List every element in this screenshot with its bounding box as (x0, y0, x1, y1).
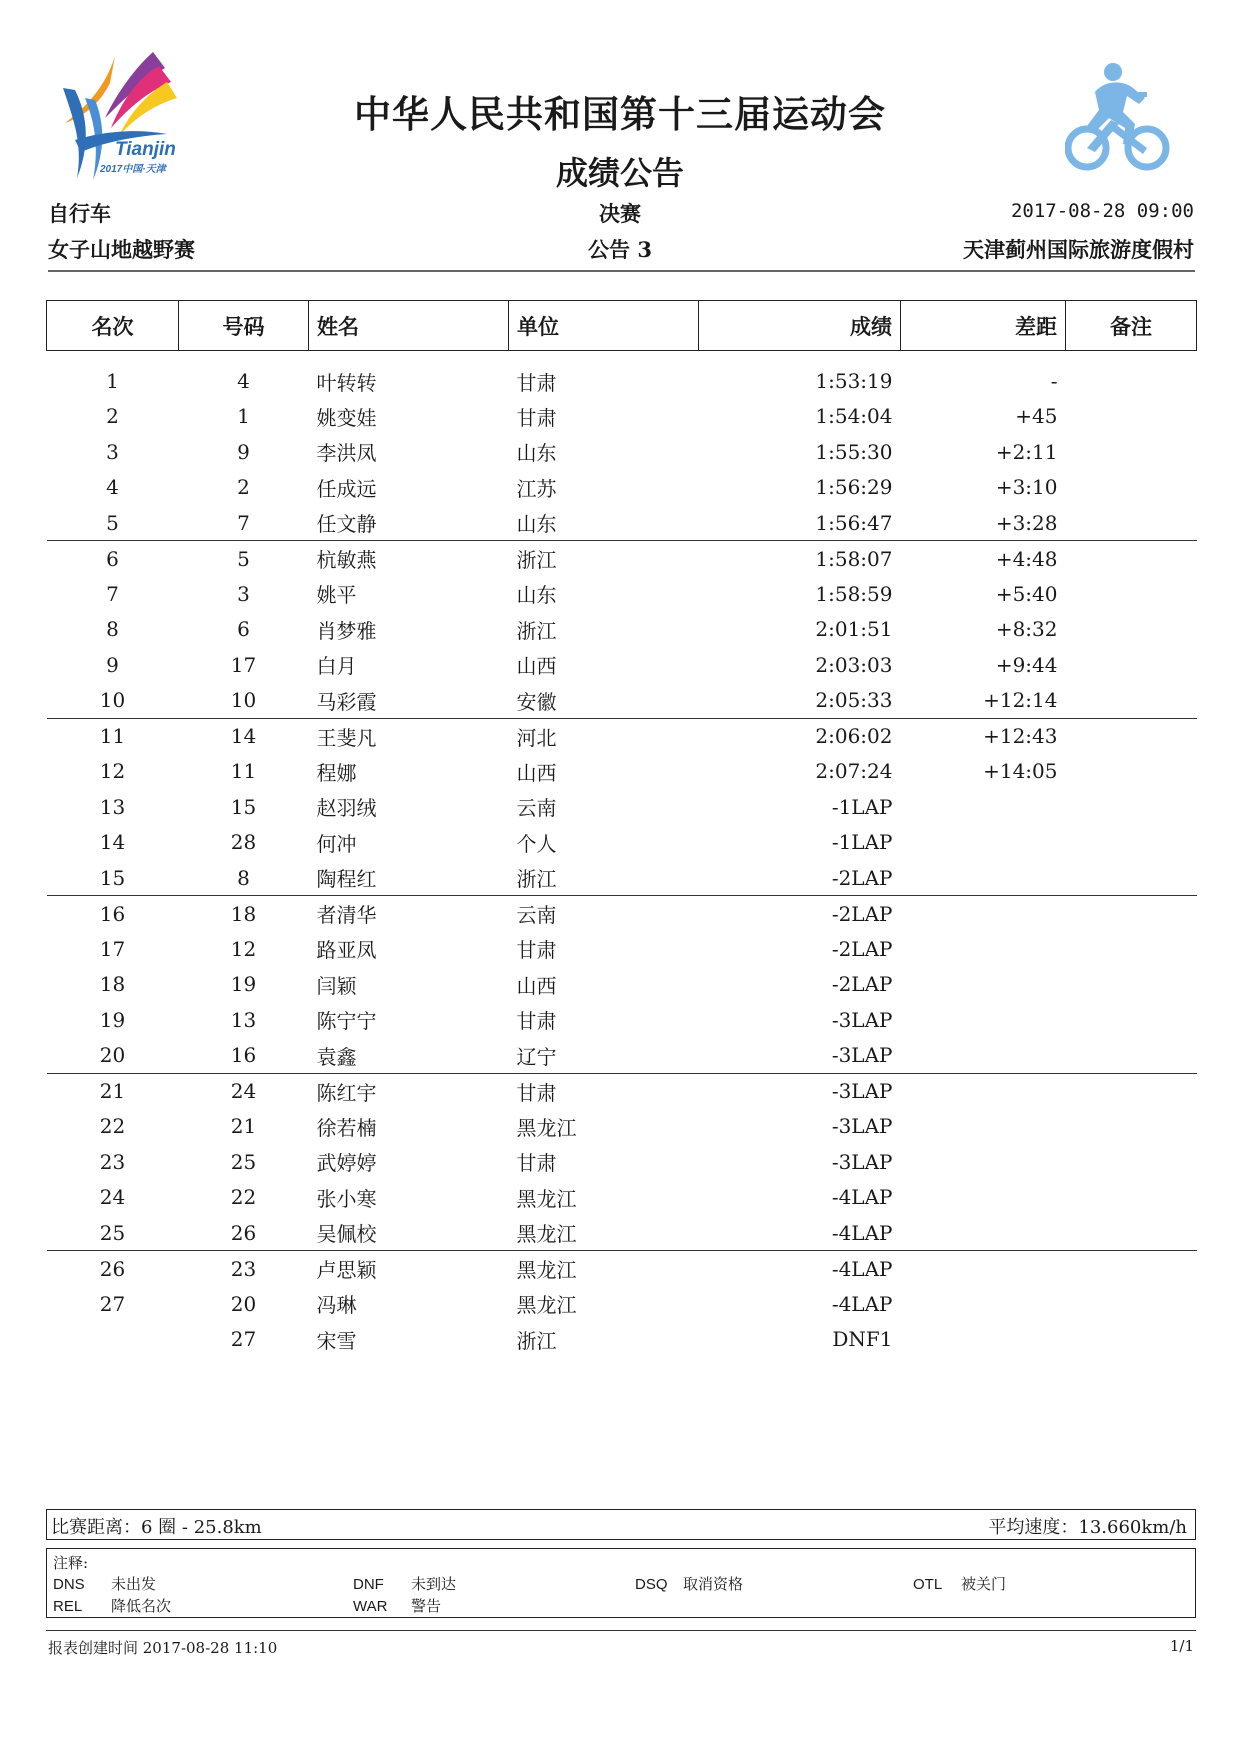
cell-result: 2:07:24 (815, 759, 893, 784)
cell-gap (901, 825, 1066, 861)
cell-remark (1066, 860, 1197, 896)
logo-brand-text: Tianjin (115, 139, 176, 160)
cell-remark (1066, 647, 1197, 683)
event-datetime: 2017-08-28 09:00 (1010, 200, 1194, 222)
cell-gap: +4:48 (901, 541, 1066, 577)
cell-rank: 20 (99, 1043, 126, 1067)
cell-result: -3LAP (831, 1007, 893, 1032)
cell-team: 山西 (516, 654, 557, 679)
cell-result: 2:06:02 (699, 718, 901, 754)
cell-rank: 22 (99, 1114, 126, 1139)
cell-rank: 7 (106, 581, 119, 606)
cell-remark (1066, 541, 1197, 577)
venue-name: 天津蓟州国际旅游度假村 (963, 237, 1194, 262)
bulletin-number: 公告 3 (588, 237, 652, 262)
page-number: 1/1 (1169, 1637, 1194, 1655)
cell-gap: +3:28 (995, 510, 1058, 535)
table-row (47, 1109, 1197, 1145)
cell-team: 河北 (509, 718, 699, 754)
cell-athlete-name: 陈宁宁 (316, 1009, 377, 1034)
cell-bib: 14 (179, 718, 309, 754)
cell-team: 浙江 (516, 867, 557, 891)
cell-bib: 12 (230, 936, 257, 961)
table-row (47, 789, 1197, 825)
cell-team: 山东 (516, 441, 557, 466)
results-body (47, 351, 1197, 1358)
cell-bib: 3 (237, 581, 250, 606)
cell-athlete-name: 李洪凤 (316, 441, 377, 466)
cell-team: 甘肃 (516, 1151, 557, 1176)
cell-bib: 22 (230, 1185, 257, 1210)
cell-bib: 10 (230, 688, 257, 712)
note-code: WAR (353, 1598, 388, 1615)
table-row (47, 931, 1197, 967)
cell-result: DNF1 (832, 1327, 893, 1352)
cell-bib: 19 (230, 972, 257, 997)
note-item (353, 1573, 456, 1594)
cell-team: 山西 (516, 760, 557, 785)
cell-bib: 23 (179, 1251, 309, 1287)
cell-result: -4LAP (831, 1185, 893, 1210)
table-row (47, 647, 1197, 683)
cell-rank: 25 (99, 1220, 126, 1245)
cell-remark (1066, 351, 1197, 399)
cell-team: 云南 (509, 896, 699, 932)
cell-bib: 27 (230, 1327, 257, 1352)
cell-team: 甘肃 (516, 938, 557, 963)
cell-athlete-name: 宋雪 (316, 1328, 357, 1353)
cell-gap (901, 1073, 1066, 1109)
cell-gap: +2:11 (995, 439, 1058, 464)
cell-athlete-name: 赵羽绒 (316, 796, 377, 821)
cell-rank: 13 (99, 794, 126, 819)
cell-athlete-name: 王斐凡 (309, 718, 509, 754)
table-row (47, 860, 1197, 896)
competition-title: 中华人民共和国第十三届运动会 (354, 92, 886, 136)
table-row (47, 434, 1197, 470)
cell-gap (901, 789, 1066, 825)
header-rank: 名次 (47, 301, 179, 351)
table-row (47, 576, 1197, 612)
cell-bib: 18 (179, 896, 309, 932)
cell-team: 甘肃 (516, 405, 557, 430)
cell-gap (901, 1286, 1066, 1322)
table-row (47, 1073, 1197, 1109)
cell-gap: +5:40 (995, 581, 1058, 606)
table-row (47, 1180, 1197, 1216)
note-code: DNS (53, 1576, 85, 1593)
cell-gap (901, 1180, 1066, 1216)
note-meaning: 被关门 (961, 1575, 1007, 1593)
cell-result: 2:05:33 (815, 688, 893, 712)
cell-rank: 27 (99, 1291, 126, 1316)
note-item (53, 1595, 171, 1616)
cell-remark (1066, 1215, 1197, 1251)
report-created-time: 报表创建时间 2017-08-28 11:10 (48, 1639, 278, 1657)
cell-rank: 2 (106, 404, 119, 429)
cell-remark (1066, 683, 1197, 719)
cell-remark (1066, 754, 1197, 790)
cell-remark (1066, 470, 1197, 506)
cell-athlete-name: 姚变娃 (316, 405, 377, 430)
cell-rank (47, 1322, 179, 1358)
cell-athlete-name: 马彩霞 (316, 689, 377, 714)
cell-team: 黑龙江 (509, 1251, 699, 1287)
cell-athlete-name: 陶程红 (316, 867, 377, 891)
cell-remark (1066, 896, 1197, 932)
cell-remark (1066, 1002, 1197, 1038)
header-name: 姓名 (309, 301, 509, 351)
cell-rank: 18 (99, 972, 126, 997)
cell-result: -3LAP (831, 1043, 893, 1067)
cell-remark (1066, 718, 1197, 754)
cell-remark (1066, 967, 1197, 1003)
footer-divider (46, 1630, 1196, 1631)
cell-team: 个人 (516, 831, 557, 856)
cell-team: 山西 (516, 973, 557, 998)
cell-result: 2:01:51 (815, 617, 893, 642)
cell-result: 1:53:19 (815, 369, 893, 394)
cell-gap (901, 860, 1066, 896)
cell-remark (1066, 576, 1197, 612)
cell-gap: +45 (1015, 404, 1058, 429)
notes-title: 注释: (53, 1554, 89, 1572)
cell-team: 浙江 (516, 618, 557, 643)
cell-gap: +12:43 (901, 718, 1066, 754)
note-item (913, 1573, 1006, 1594)
note-item (353, 1595, 441, 1616)
header-bib: 号码 (179, 301, 309, 351)
table-row (47, 612, 1197, 648)
cell-rank: 12 (99, 759, 126, 784)
cell-result: 2:03:03 (815, 652, 893, 677)
cell-remark (1066, 399, 1197, 435)
cell-athlete-name: 路亚凤 (316, 938, 377, 963)
cell-bib: 7 (237, 510, 250, 535)
cell-athlete-name: 卢思颖 (309, 1251, 509, 1287)
cell-remark (1066, 789, 1197, 825)
cell-athlete-name: 程娜 (316, 760, 357, 785)
cell-rank: 3 (106, 439, 119, 464)
cell-team: 黑龙江 (516, 1115, 577, 1140)
table-row (47, 825, 1197, 861)
cell-result: -3LAP (699, 1073, 901, 1109)
cell-remark (1066, 612, 1197, 648)
cell-rank: 17 (99, 936, 126, 961)
cell-bib: 6 (237, 617, 250, 642)
cell-remark (1066, 1109, 1197, 1145)
cell-result: -2LAP (831, 865, 893, 890)
cell-bib: 28 (230, 830, 257, 855)
note-code: DSQ (635, 1576, 668, 1593)
cell-team: 浙江 (516, 1328, 557, 1353)
cell-team: 黑龙江 (516, 1293, 577, 1318)
header-remark: 备注 (1066, 301, 1197, 351)
cell-bib: 1 (237, 404, 250, 429)
cell-result: -2LAP (699, 896, 901, 932)
cell-team: 山东 (516, 512, 557, 536)
document-title: 成绩公告 (555, 154, 684, 192)
cell-team: 浙江 (509, 541, 699, 577)
table-row (47, 754, 1197, 790)
cell-bib: 15 (230, 794, 257, 819)
cell-gap (901, 1109, 1066, 1145)
cell-gap (901, 967, 1066, 1003)
cell-result: -1LAP (831, 830, 893, 855)
cell-team: 甘肃 (516, 370, 557, 395)
cell-bib: 20 (230, 1291, 257, 1316)
cell-bib: 16 (230, 1043, 257, 1067)
cell-athlete-name: 徐若楠 (316, 1115, 377, 1140)
cell-athlete-name: 袁鑫 (316, 1044, 357, 1069)
cell-result: -1LAP (831, 794, 893, 819)
cell-rank: 26 (47, 1251, 179, 1287)
cell-rank: 14 (99, 830, 126, 855)
cell-gap: +9:44 (995, 652, 1058, 677)
sport-label: 自行车 (48, 201, 111, 226)
table-row (47, 683, 1197, 719)
race-summary-box (46, 1509, 1196, 1540)
table-row (47, 718, 1197, 754)
cell-athlete-name: 闫颖 (316, 973, 357, 998)
cell-athlete-name: 叶转转 (316, 370, 377, 395)
cell-gap: +14:05 (983, 759, 1058, 784)
cell-result: 1:55:30 (815, 439, 893, 464)
cell-bib: 2 (237, 475, 250, 500)
cell-team: 甘肃 (516, 1009, 557, 1034)
cell-gap (901, 896, 1066, 932)
cell-result: 1:56:29 (815, 475, 893, 500)
cell-result: -2LAP (831, 936, 893, 961)
cell-athlete-name: 者清华 (309, 896, 509, 932)
cell-gap: +8:32 (995, 617, 1058, 642)
cell-bib: 24 (179, 1073, 309, 1109)
cell-athlete-name: 何冲 (316, 831, 357, 856)
cell-gap (901, 1002, 1066, 1038)
cell-bib: 4 (237, 369, 250, 394)
note-code: DNF (353, 1576, 384, 1593)
header-divider (48, 270, 1195, 272)
cell-bib: 9 (237, 439, 250, 464)
cell-bib: 17 (230, 652, 257, 677)
table-row (47, 541, 1197, 577)
cell-bib: 5 (179, 541, 309, 577)
cell-bib: 8 (237, 865, 250, 890)
cell-result: -3LAP (831, 1149, 893, 1174)
note-item (53, 1573, 156, 1594)
cell-remark (1066, 1144, 1197, 1180)
note-code: REL (53, 1598, 83, 1615)
note-item (635, 1573, 743, 1594)
header-gap: 差距 (901, 301, 1066, 351)
cell-rank: 19 (99, 1007, 126, 1032)
cell-athlete-name: 张小寒 (316, 1186, 377, 1211)
cell-gap: +12:14 (983, 688, 1058, 712)
cell-rank: 23 (99, 1149, 126, 1174)
cell-rank: 15 (99, 865, 126, 890)
table-row (47, 505, 1197, 541)
cell-gap (901, 1322, 1066, 1358)
table-row (47, 896, 1197, 932)
race-distance: 比赛距离：6 圈 - 25.8km (51, 1517, 262, 1538)
table-row (47, 1322, 1197, 1358)
cell-remark (1066, 1073, 1197, 1109)
cell-gap (901, 1215, 1066, 1251)
cell-result: -3LAP (831, 1114, 893, 1139)
cell-bib: 21 (230, 1114, 257, 1139)
cell-remark (1066, 931, 1197, 967)
cell-gap (901, 1038, 1066, 1074)
cell-result: -4LAP (831, 1291, 893, 1316)
cell-remark (1066, 1322, 1197, 1358)
cell-athlete-name: 陈红宇 (309, 1073, 509, 1109)
cell-athlete-name: 杭敏燕 (309, 541, 509, 577)
cell-result: -4LAP (699, 1251, 901, 1287)
table-row (47, 470, 1197, 506)
cell-team: 山东 (516, 583, 557, 608)
table-row (47, 399, 1197, 435)
cell-team: 安徽 (516, 689, 557, 714)
cell-gap (901, 931, 1066, 967)
cell-team: 云南 (516, 796, 557, 821)
table-row (47, 1144, 1197, 1180)
note-meaning: 警告 (411, 1597, 442, 1615)
cell-team: 黑龙江 (516, 1222, 577, 1246)
cell-rank: 6 (47, 541, 179, 577)
cell-result: 1:58:07 (699, 541, 901, 577)
note-meaning: 取消资格 (683, 1575, 744, 1593)
table-row (47, 1251, 1197, 1287)
table-row (47, 351, 1197, 399)
cell-remark (1066, 1180, 1197, 1216)
cell-team: 辽宁 (516, 1044, 557, 1069)
cell-rank: 11 (47, 718, 179, 754)
note-meaning: 未到达 (411, 1575, 457, 1593)
note-meaning: 降低名次 (111, 1597, 172, 1615)
cell-athlete-name: 姚平 (316, 583, 357, 608)
cell-gap: +3:10 (995, 475, 1058, 500)
cell-rank: 5 (106, 510, 119, 535)
cell-athlete-name: 任文静 (316, 512, 377, 536)
cell-rank: 8 (106, 617, 119, 642)
cell-result: 1:56:47 (815, 510, 893, 535)
cell-remark (1066, 1286, 1197, 1322)
cell-bib: 13 (230, 1007, 257, 1032)
table-row (47, 1038, 1197, 1074)
table-row (47, 967, 1197, 1003)
notes-legend-box (46, 1548, 1196, 1618)
cell-rank: 16 (47, 896, 179, 932)
table-header-row (47, 301, 1197, 351)
cell-team: 甘肃 (509, 1073, 699, 1109)
cell-athlete-name: 吴佩校 (316, 1222, 377, 1246)
cell-bib: 11 (230, 759, 257, 784)
note-code: OTL (913, 1576, 943, 1593)
cell-rank: 4 (106, 475, 119, 500)
header-team: 单位 (509, 301, 699, 351)
cell-athlete-name: 白月 (316, 654, 357, 679)
cell-rank: 9 (106, 652, 119, 677)
cell-athlete-name: 冯琳 (316, 1293, 357, 1318)
cell-result: -4LAP (831, 1220, 893, 1245)
logo-caption-text: 2017中国·天津 (100, 164, 166, 175)
cell-result: -2LAP (831, 972, 893, 997)
cell-athlete-name: 肖梦雅 (316, 618, 377, 643)
cell-gap (901, 1251, 1066, 1287)
cell-gap: - (1050, 369, 1058, 394)
table-row (47, 1286, 1197, 1322)
header-result: 成绩 (699, 301, 901, 351)
phase-label: 决赛 (599, 201, 641, 226)
cell-remark (1066, 825, 1197, 861)
cell-remark (1066, 1251, 1197, 1287)
event-name: 女子山地越野赛 (48, 237, 195, 262)
table-row (47, 1002, 1197, 1038)
cell-result: 1:54:04 (815, 404, 893, 429)
cell-bib: 26 (230, 1220, 257, 1245)
cell-rank: 24 (99, 1185, 126, 1210)
cell-gap (901, 1144, 1066, 1180)
results-table (46, 300, 1197, 1357)
cell-athlete-name: 武婷婷 (316, 1151, 377, 1176)
cell-result: 1:58:59 (815, 581, 893, 606)
cell-team: 黑龙江 (516, 1186, 577, 1211)
cell-rank: 1 (106, 369, 119, 394)
average-speed: 平均速度：13.660km/h (988, 1517, 1187, 1538)
table-row (47, 1215, 1197, 1251)
cell-remark (1066, 505, 1197, 541)
cell-team: 江苏 (516, 476, 557, 501)
cell-rank: 10 (99, 688, 126, 712)
cell-bib: 25 (230, 1149, 257, 1174)
cell-athlete-name: 任成远 (316, 476, 377, 501)
cell-rank: 21 (47, 1073, 179, 1109)
cell-remark (1066, 434, 1197, 470)
cell-remark (1066, 1038, 1197, 1074)
note-meaning: 未出发 (111, 1575, 157, 1593)
